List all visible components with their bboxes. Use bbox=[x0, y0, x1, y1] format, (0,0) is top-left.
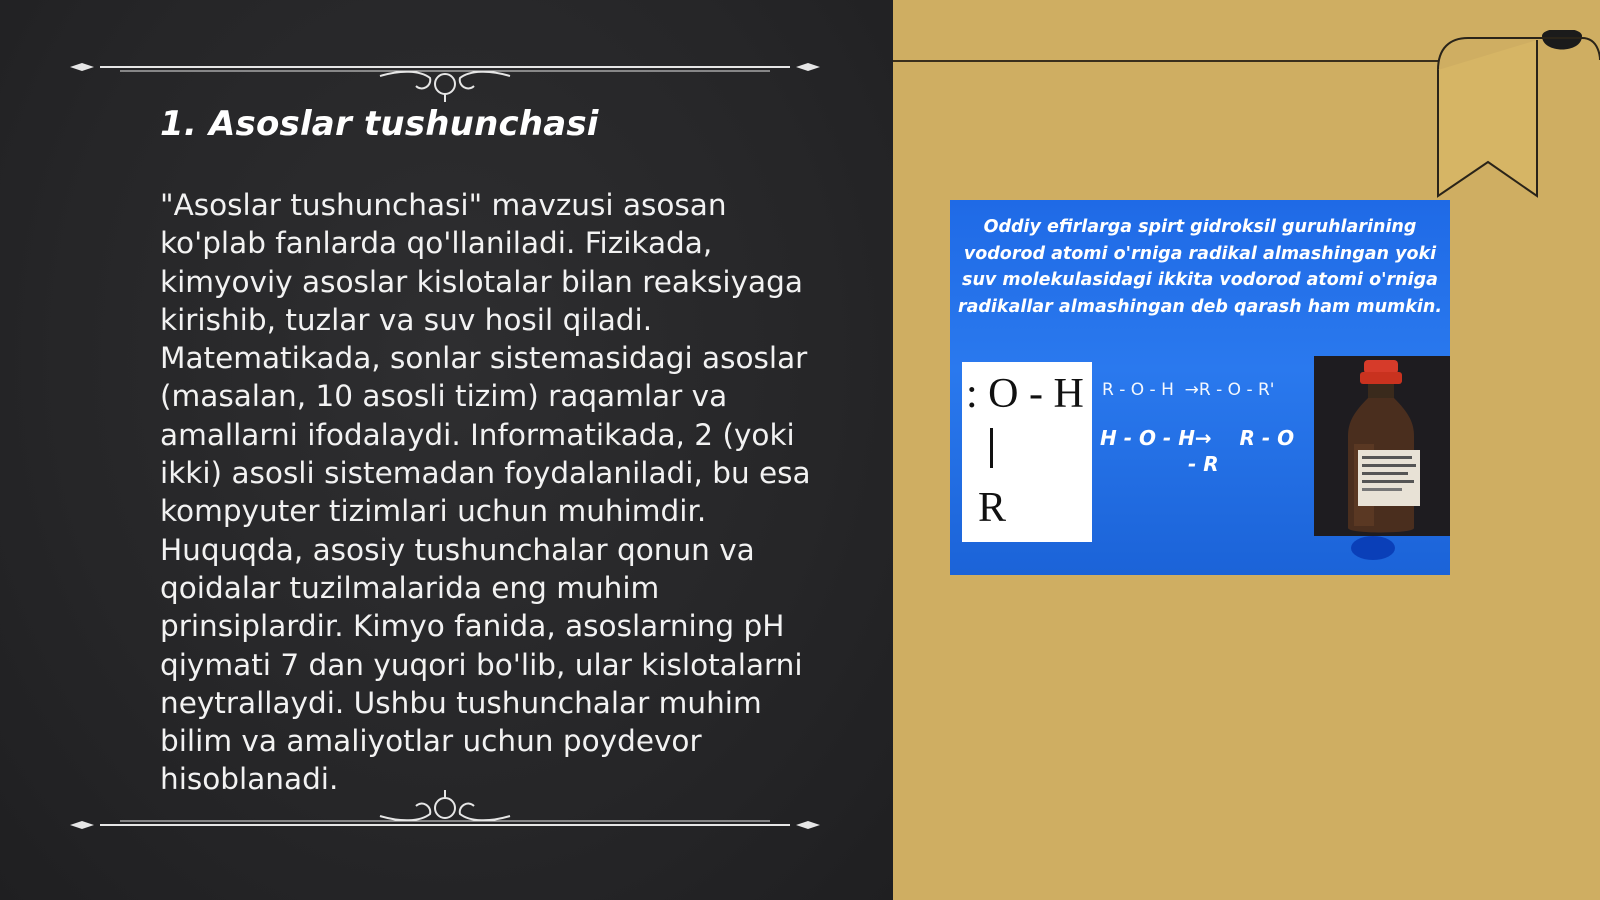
bottle-photo bbox=[1314, 356, 1450, 536]
reaction-line-2: H - O - H→ R - O bbox=[1100, 426, 1295, 450]
bookmark-ribbon-icon bbox=[1432, 30, 1600, 205]
top-divider-ornament bbox=[60, 42, 830, 102]
horizontal-rule bbox=[893, 60, 1438, 62]
slide-title: 1. Asoslar tushunchasi bbox=[160, 104, 599, 144]
reaction-line-3: - R bbox=[1188, 452, 1219, 476]
bottom-divider-ornament bbox=[60, 770, 830, 830]
reaction-line-1: R - O - H →R - O - R' bbox=[1102, 380, 1275, 400]
hydroxyl-formula-box bbox=[962, 362, 1092, 542]
formula-top: : O - H bbox=[966, 371, 1084, 417]
ether-diagram-image bbox=[950, 200, 1450, 575]
flask-base-icon bbox=[1348, 536, 1398, 566]
formula-bond bbox=[990, 428, 993, 468]
slide-body-text: "Asoslar tushunchasi" mavzusi asosan ko'plab fanlarda qo'llaniladi. Fizikada, kimyoviy asoslar kislotalar bilan reaksiyaga kirishib, tuzlar va suv hosil qiladi. Matematikada, sonlar sistemasidagi asoslar (masalan, 10 asosli tizim) raqamlar va amallarni ifodalaydi. Informatikada, 2 (yoki ikki) asosli sistemadan foydalaniladi, bu esa kompyuter tizimlari uchun muhimdir. Huquqda, asosiy tushunchalar qonun va qoidalar tuzilmalarida eng muhim prinsiplardir. Kimyo fanida, asoslarning pH qiymati 7 dan yuqori bo'lib, ular kislotalarni neytrallaydi. Ushbu tushunchalar muhim bilim va amaliyotlar uchun poydevor hisoblanadi. bbox=[160, 188, 811, 797]
formula-bottom: R bbox=[978, 485, 1007, 531]
figure-caption: Oddiy efirlarga spirt gidroksil guruhlarining vodorod atomi o'rniga radikal almashingan yoki suv molekulasidagi ikkita vodorod atomi o'rniga radikallar almashingan deb qarash ham mumkin. bbox=[957, 217, 1443, 317]
